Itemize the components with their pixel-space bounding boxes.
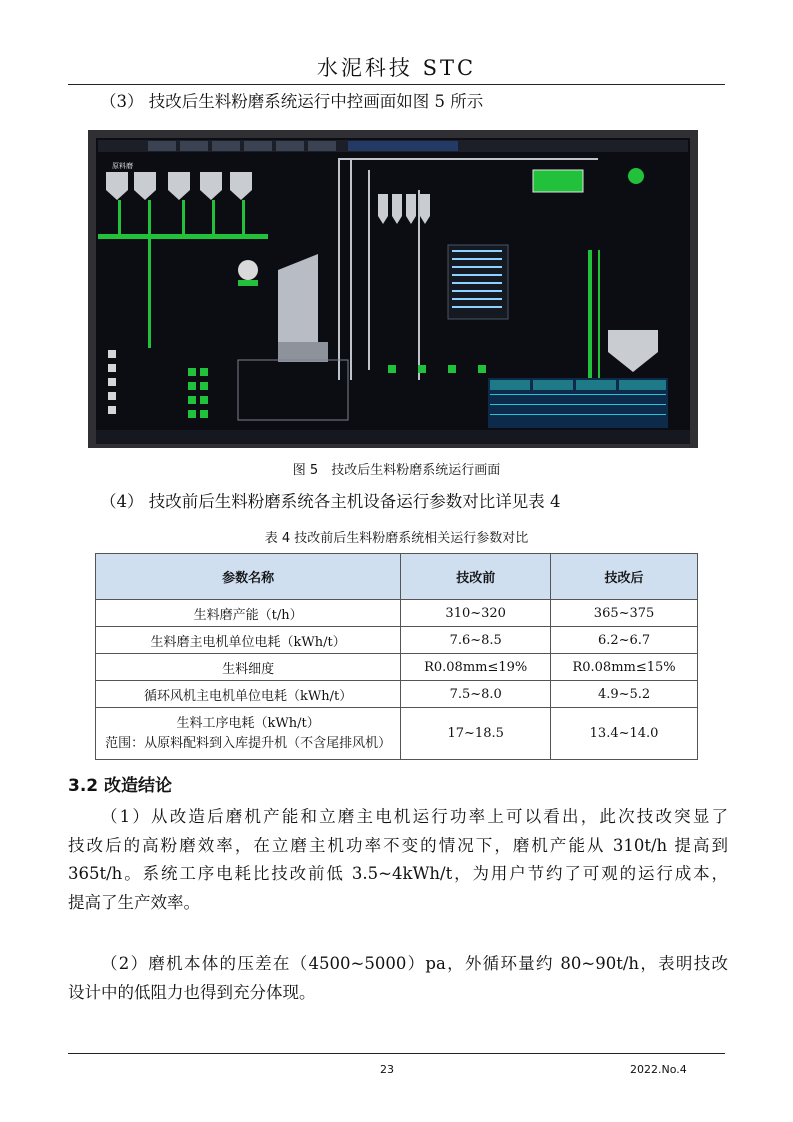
row-param-name: 生料细度 xyxy=(96,654,401,681)
text-line: 设计中的低阻力也得到充分体现。 xyxy=(68,982,316,1002)
text-line: 技改后的高粉磨效率，在立磨主机功率不变的情况下，磨机产能从 310t/h 提高到 xyxy=(68,835,728,855)
conclusion-paragraph-1 xyxy=(68,803,728,917)
row-after-value: 13.4~14.0 xyxy=(551,708,698,760)
journal-title: 水泥科技 STC xyxy=(316,56,477,80)
paragraph-3: （3） 技改后生料粉磨系统运行中控画面如图 5 所示 xyxy=(100,92,484,111)
row-after-value: 6.2~6.7 xyxy=(551,627,698,654)
header-after: 技改后 xyxy=(551,554,698,600)
table-row xyxy=(96,681,698,708)
table-row xyxy=(96,600,698,627)
row-before-value: R0.08mm≤19% xyxy=(401,654,551,681)
page-number: 23 xyxy=(380,1063,394,1076)
paragraph-4: （4） 技改前后生料粉磨系统各主机设备运行参数对比详见表 4 xyxy=(100,492,561,511)
footer-divider xyxy=(68,1053,725,1054)
control-screen-photo xyxy=(88,130,698,448)
row-before-value: 7.5~8.0 xyxy=(401,681,551,708)
row-param-name-line2: 范围：从原料配料到入库提升机（不含尾排风机） xyxy=(105,735,392,751)
header-divider xyxy=(68,84,725,85)
row-param-name: 生料磨主电机单位电耗（kWh/t） xyxy=(96,627,401,654)
header-param-name: 参数名称 xyxy=(96,554,401,600)
comparison-table xyxy=(95,553,698,760)
issue-number: 2022.No.4 xyxy=(630,1063,687,1076)
row-before-value: 310~320 xyxy=(401,600,551,627)
table-row xyxy=(96,627,698,654)
header-before: 技改前 xyxy=(401,554,551,600)
row-param-name: 循环风机主电机单位电耗（kWh/t） xyxy=(96,681,401,708)
table-header-row xyxy=(96,554,698,600)
figure-caption: 图 5 技改后生料粉磨系统运行画面 xyxy=(292,463,501,478)
row-after-value: R0.08mm≤15% xyxy=(551,654,698,681)
section-heading: 3.2 改造结论 xyxy=(68,776,173,796)
text-line: 提高了生产效率。 xyxy=(68,892,200,912)
table-caption: 表 4 技改前后生料粉磨系统相关运行参数对比 xyxy=(264,531,529,546)
text-line: （1）从改造后磨机产能和立磨主电机运行功率上可以看出，此次技改突显了 xyxy=(101,807,728,826)
row-param-name: 生料磨产能（t/h） xyxy=(96,600,401,627)
table-row xyxy=(96,654,698,681)
row-param-name xyxy=(96,708,401,760)
row-before-value: 7.6~8.5 xyxy=(401,627,551,654)
conclusion-paragraph-2 xyxy=(68,950,728,1007)
text-line: 365t/h。系统工序电耗比技改前低 3.5~4kWh/t，为用户节约了可观的运行成本， xyxy=(68,864,728,883)
row-before-value: 17~18.5 xyxy=(401,708,551,760)
row-after-value: 365~375 xyxy=(551,600,698,627)
row-param-name-line1: 生料工序电耗（kWh/t） xyxy=(176,715,320,731)
scada-screen-image xyxy=(88,130,698,448)
text-line: （2）磨机本体的压差在（4500~5000）pa，外循环量约 80~90t/h，表明技改 xyxy=(101,954,728,973)
screen-title: 原料磨 xyxy=(112,162,133,170)
row-after-value: 4.9~5.2 xyxy=(551,681,698,708)
table-row xyxy=(96,708,698,760)
